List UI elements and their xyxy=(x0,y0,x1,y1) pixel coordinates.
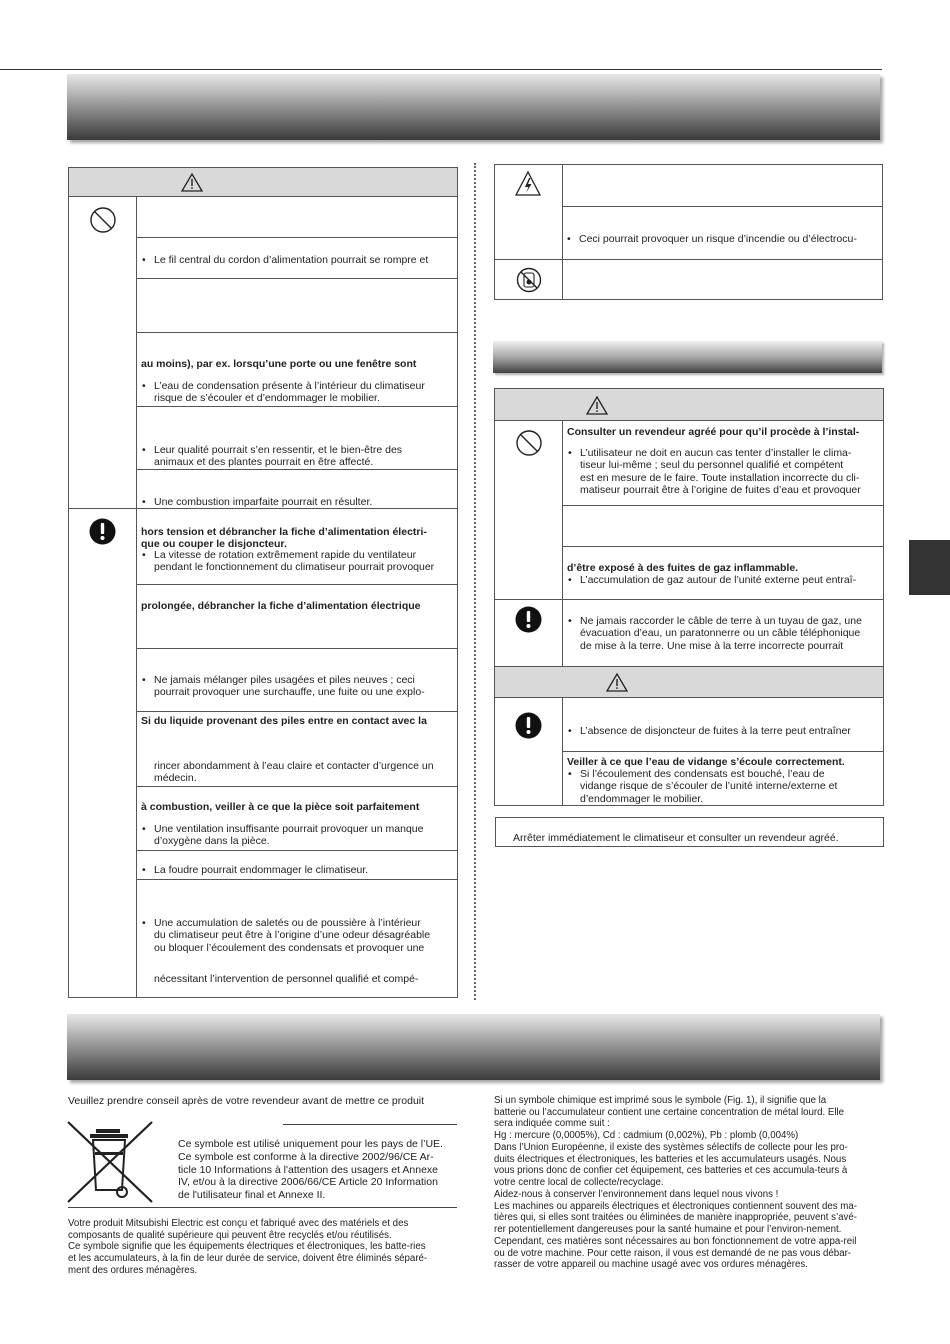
install-warning-header xyxy=(495,389,883,421)
symbol-description: Ce symbole est utilisé uniquement pour les pays de l’UE. Ce symbole est conforme à la directive 2002/96/CE Ar- ticle 10 Informations à l'attention des usagers et Annexe IV, et/ou à la directive 2006/66/CE Article 20 Information de l'utilisateur final et Annexe II. xyxy=(178,1138,443,1202)
mandatory-action-icon xyxy=(89,518,116,545)
rule xyxy=(283,1124,457,1125)
warning-header xyxy=(69,168,457,197)
install-row6-bold: Veiller à ce que l’eau de vidange s’écoule correctement. xyxy=(567,756,845,768)
install-row3-bold: d’être exposé à des fuites de gaz inflammable. xyxy=(567,562,799,574)
left-row10-bullet: • Une ventilation insuffisante pourrait provoquer un manque d’oxygène dans la pièce. xyxy=(154,823,423,848)
left-row9-text: rincer abondamment à l’eau claire et contacter d’urgence un médecin. xyxy=(154,760,434,785)
install-row5-bullet: • L’absence de disjoncteur de fuites à la terre peut entraîner xyxy=(580,725,851,737)
product-info-paragraph: Votre produit Mitsubishi Electric est conçu et fabriqué avec des matériels et des composants de qualité supérieure qui peuvent être recyclés et/ou réutilisés. Ce symbole signifie que les équipements électriques et électroniques, les batte-ries et les accumulateurs, à la fin de leur durée de service, doivent être éliminés séparé- ment des ordures ménagères. xyxy=(68,1218,428,1276)
prohibited-icon xyxy=(515,429,543,457)
warning-table-right-install xyxy=(494,388,884,806)
mandatory-action-icon xyxy=(515,712,542,739)
note-box xyxy=(495,817,884,847)
note-text: Arrêter immédiatement le climatiseur et consulter un revendeur agréé. xyxy=(513,832,839,844)
left-row7-bold: prolongée, débrancher la fiche d’alimentation électrique xyxy=(141,600,421,612)
column-divider xyxy=(474,163,476,1000)
left-row6-bullet: • La vitesse de rotation extrêmement rapide du ventilateur pendant le fonctionnement du climatiseur pourrait provoquer xyxy=(154,549,434,574)
right-top-bullet: • Ceci pourrait provoquer un risque d’incendie ou d’électrocu- xyxy=(579,233,857,245)
install-row6-bullet: • Si l’écoulement des condensats est bouché, l’eau de vidange risque de s’écouler de l’unité interne/externe et d’endommager le mobilier. xyxy=(580,768,837,805)
left-row12-bullet: • Une accumulation de saletés ou de poussière à l’intérieur du climatiseur peut être à l’origine d’une odeur désagréable ou bloquer l’écoulement des condensats et provoquer une xyxy=(154,917,430,954)
left-row11-bullet: • La foudre pourrait endommager le climatiseur. xyxy=(154,864,368,876)
left-row1-bullet: • Le fil central du cordon d’alimentation pourrait se rompre et xyxy=(154,254,428,266)
prohibited-icon xyxy=(89,206,117,234)
warning-table-right-top xyxy=(494,164,883,300)
rule xyxy=(68,1207,457,1208)
left-row8-bullet: • Ne jamais mélanger piles usagées et piles neuves ; ceci pourrait provoquer une surchauffe, une fuite ou une explo- xyxy=(154,674,425,699)
electric-shock-icon xyxy=(515,171,541,197)
mandatory-action-icon xyxy=(515,606,542,633)
install-row1-bold: Consulter un revendeur agréé pour qu’il procède à l’instal- xyxy=(567,426,860,438)
warning-table-left xyxy=(68,167,458,998)
left-row6-bold: hors tension et débrancher la fiche d’alimentation électri- que ou couper le disjoncteur. xyxy=(141,526,427,551)
install-row3-bullet: • L’accumulation de gaz autour de l’unité externe peut entraî- xyxy=(580,574,856,586)
page-tab xyxy=(909,540,950,595)
left-row4-bullet: • Leur qualité pourrait s’en ressentir, et le bien-être des animaux et des plantes pourrait en être affecté. xyxy=(154,444,402,469)
installation-section-bar xyxy=(493,341,882,373)
left-row3-bold: au moins), par ex. lorsqu’une porte ou une fenêtre sont xyxy=(141,358,417,370)
left-row3-bullet: • L’eau de condensation présente à l’intérieur du climatiseur risque de s’écouler et d’endommager le mobilier. xyxy=(154,380,425,405)
disposal-banner xyxy=(67,1014,880,1080)
crossed-out-bin-icon xyxy=(66,1118,154,1204)
warning-triangle-icon xyxy=(586,396,608,415)
disposal-intro: Veuillez prendre conseil après de votre revendeur avant de mettre ce produit xyxy=(68,1095,425,1107)
warning-triangle-icon xyxy=(606,673,628,692)
left-row10-bold: à combustion, veiller à ce que la pièce soit parfaitement xyxy=(141,801,420,813)
warning-triangle-icon xyxy=(181,173,203,192)
install-row4-bullet: • Ne jamais raccorder le câble de terre à un tuyau de gaz, une évacuation d’eau, un paratonnerre ou un câble téléphonique de mise à la terre. Une mise à la terre incorrecte pourrait xyxy=(580,615,862,652)
left-row12-text: nécessitant l’intervention de personnel qualifié et compé- xyxy=(154,973,419,985)
header-banner xyxy=(67,74,880,140)
no-water-icon xyxy=(516,267,542,293)
left-row5-bullet: • Une combustion imparfaite pourrait en résulter. xyxy=(154,496,372,508)
left-row9-bold: Si du liquide provenant des piles entre en contact avec la xyxy=(141,715,427,727)
top-rule xyxy=(0,69,882,70)
chemical-symbol-paragraph: Si un symbole chimique est imprimé sous le symbole (Fig. 1), il signifie que la batterie ou l’accumulateur contient une certaine concentration de métal lourd. Elle sera indiquée comme suit : Hg : mercure (0,0005%), Cd : cadmium (0,002%), Pb : plomb (0,004%) Dans l’Union Européenne, il existe des systèmes sélectifs de collecte pour les pro- duits électriques et électroniques, les batteries et les accumulateurs usagés. Nous vous prions donc de confier cet équipement, ces batteries et ces accumula-teurs à votre centre local de collecte/recyclage. Aidez-nous à conserver l’environnement dans lequel nous vivons ! Les machines ou appareils électriques et électroniques contiennent souvent des ma- tières qui, si elles sont traitées ou éliminées de manière inappropriée, peuvent s’avé- rer potentiellement dangereuses pour la santé humaine et pour l’environ-nement. Cependant, ces matières sont nécessaires au bon fonctionnement de votre appa-reil ou de votre machine. Pour cette raison, il vous est demandé de ne pas vous débar- rasser de votre appareil ou machine usagé avec vos ordures ménagères. xyxy=(494,1095,857,1271)
caution-header xyxy=(495,666,883,698)
install-row1-bullet: • L’utilisateur ne doit en aucun cas tenter d’installer le clima- tiseur lui-même ; seul du personnel qualifié et compétent est en mesure de le faire. Toute installation incorrecte du cli- matiseur pourrait être à l’origine de fuites d’eau et provoquer xyxy=(580,447,861,497)
